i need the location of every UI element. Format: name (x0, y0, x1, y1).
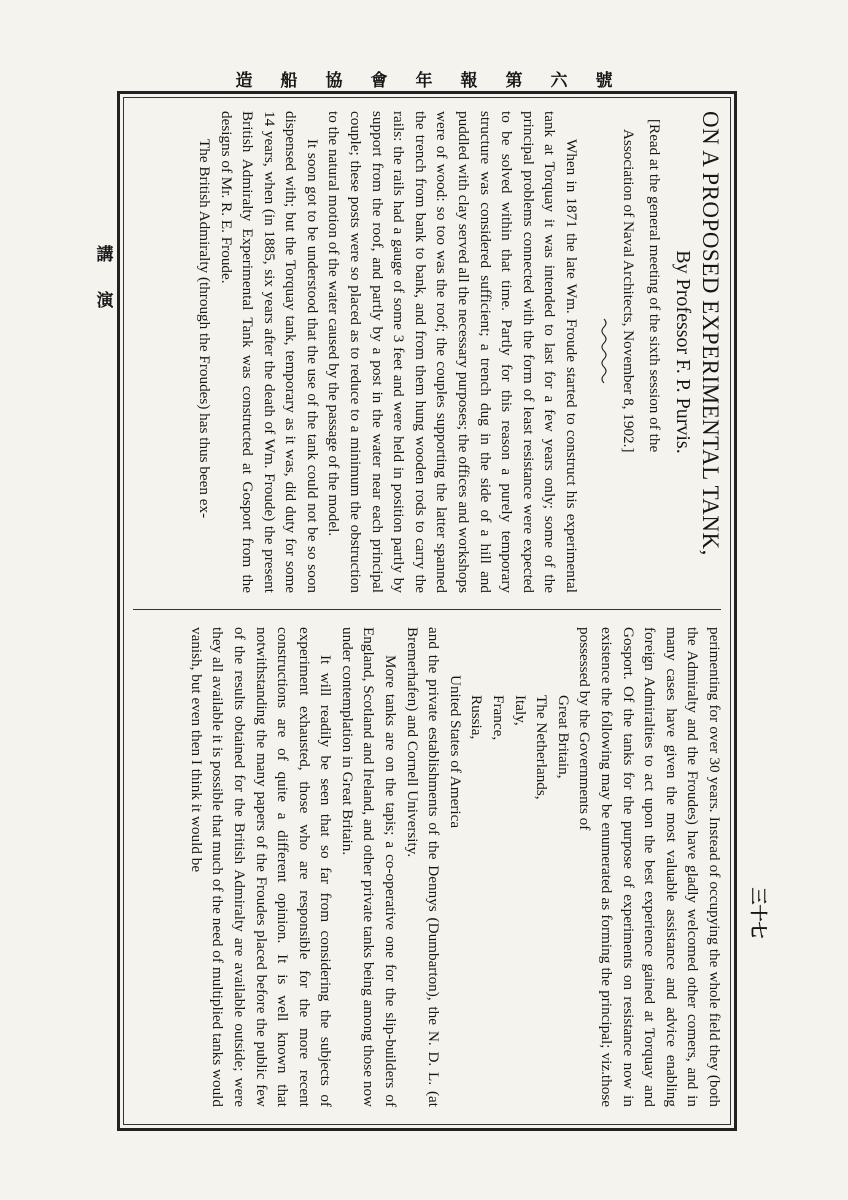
paragraph-7: It will readily be seen that so far from considering the subjects of experiment exhausted, those who are responsible for the more recent constructions are of quite a different opinion. It is well known that notwithstanding the many papers of the Froudes placed before the public few of the results obtained for the British Admiralty are available outside; were they all available it is possible that much of the need of multiplied tanks would vanish, but even then I think it would be (187, 627, 335, 1107)
column-right (129, 627, 725, 1107)
paragraph-3: The British Admiralty (through the Froudes) has thus been ex- (195, 139, 213, 519)
paragraph-5: and the private establishments of the Dennys (Dumbarton), the N. D. L. (at Bremerhafen) and Cornell University. (403, 627, 443, 1107)
list-item: United States of America (446, 675, 464, 829)
list-item: Italy, (511, 695, 529, 726)
running-header: 造船協會年報第六號 (235, 71, 641, 90)
list-item: Great Britain, (554, 695, 572, 779)
page-number-wrap (740, 887, 780, 939)
section-label: 講 演 (96, 245, 114, 310)
paragraph-1: When in 1871 the late Wm. Froude started to construct his experimental tank at Torquay it was intended to last for a few years only; some of the principal problems connected with the form of least resistance were expected to be solved within that time. Partly for this reason a purely temporary structure was considered sufficient; a trench dug in the side of a hill and puddled with clay served all the necessary purposes; the offices and workshops were of wood: so too was the roof; the couples supporting the latter spanned the trench from bank to bank, and from them hung wooden rods to carry the rails: the rails had a gauge of some 3 feet and were held in position partly by support from the roof, and partly by a post in the water near each principal couple; these posts were so placed as to reduce to a minimum the obstruction to the natural motion of the water caused by the passage of the model. (325, 111, 581, 593)
article-title: ON A PROPOSED EXPERIMENTAL TANK, (698, 111, 723, 556)
list-item: Russia, (468, 695, 486, 740)
page-number: 三十七 (748, 887, 768, 939)
reading-note-line1: [Read at the general meeting of the sixth session of the (645, 119, 663, 453)
column-left (129, 111, 725, 593)
rotated-text-area (129, 103, 725, 1119)
list-item: The Netherlands, (533, 695, 551, 800)
paragraph-4: perimenting for over 30 years. Instead of occupying the whole field they (both the Admiralty and the Froudes) have gladly welcomed other comers, and in many cases have given the most valuable assistance and advice enabling foreign Admiralties to act upon the best experience gained at Torquay and Gosport. Of the tanks for the purpose of experiments on resistance now in existence the following may be enumerated as forming the principal; viz.those possessed by the Governments of (576, 627, 723, 1107)
article-body (129, 103, 725, 1119)
article-byline: By Professor F. P. Purvis. (672, 250, 695, 454)
column-divider (133, 609, 721, 610)
reading-note-line2: Association of Naval Architects, November 8, 1902.] (620, 129, 638, 453)
list-item: France, (490, 695, 508, 741)
paragraph-6: More tanks are on the tapis; a co-operative one for the slip-builders of England, Scotland and Ireland, and other private tanks being among those now under contemplation in Great Britain. (338, 627, 400, 1107)
paragraph-2: It soon got to be understood that the use of the tank could not be so soon dispensed with; but the Torquay tank, temporary as it was, did duty for some 14 years, when (in 1885, six years after the death of Wm. Froude) the present British Admiralty Experimental Tank was constructed at Gosport from the designs of Mr. R. E. Froude. (217, 111, 321, 593)
flourish-ornament (592, 111, 614, 593)
country-list (444, 627, 574, 1107)
